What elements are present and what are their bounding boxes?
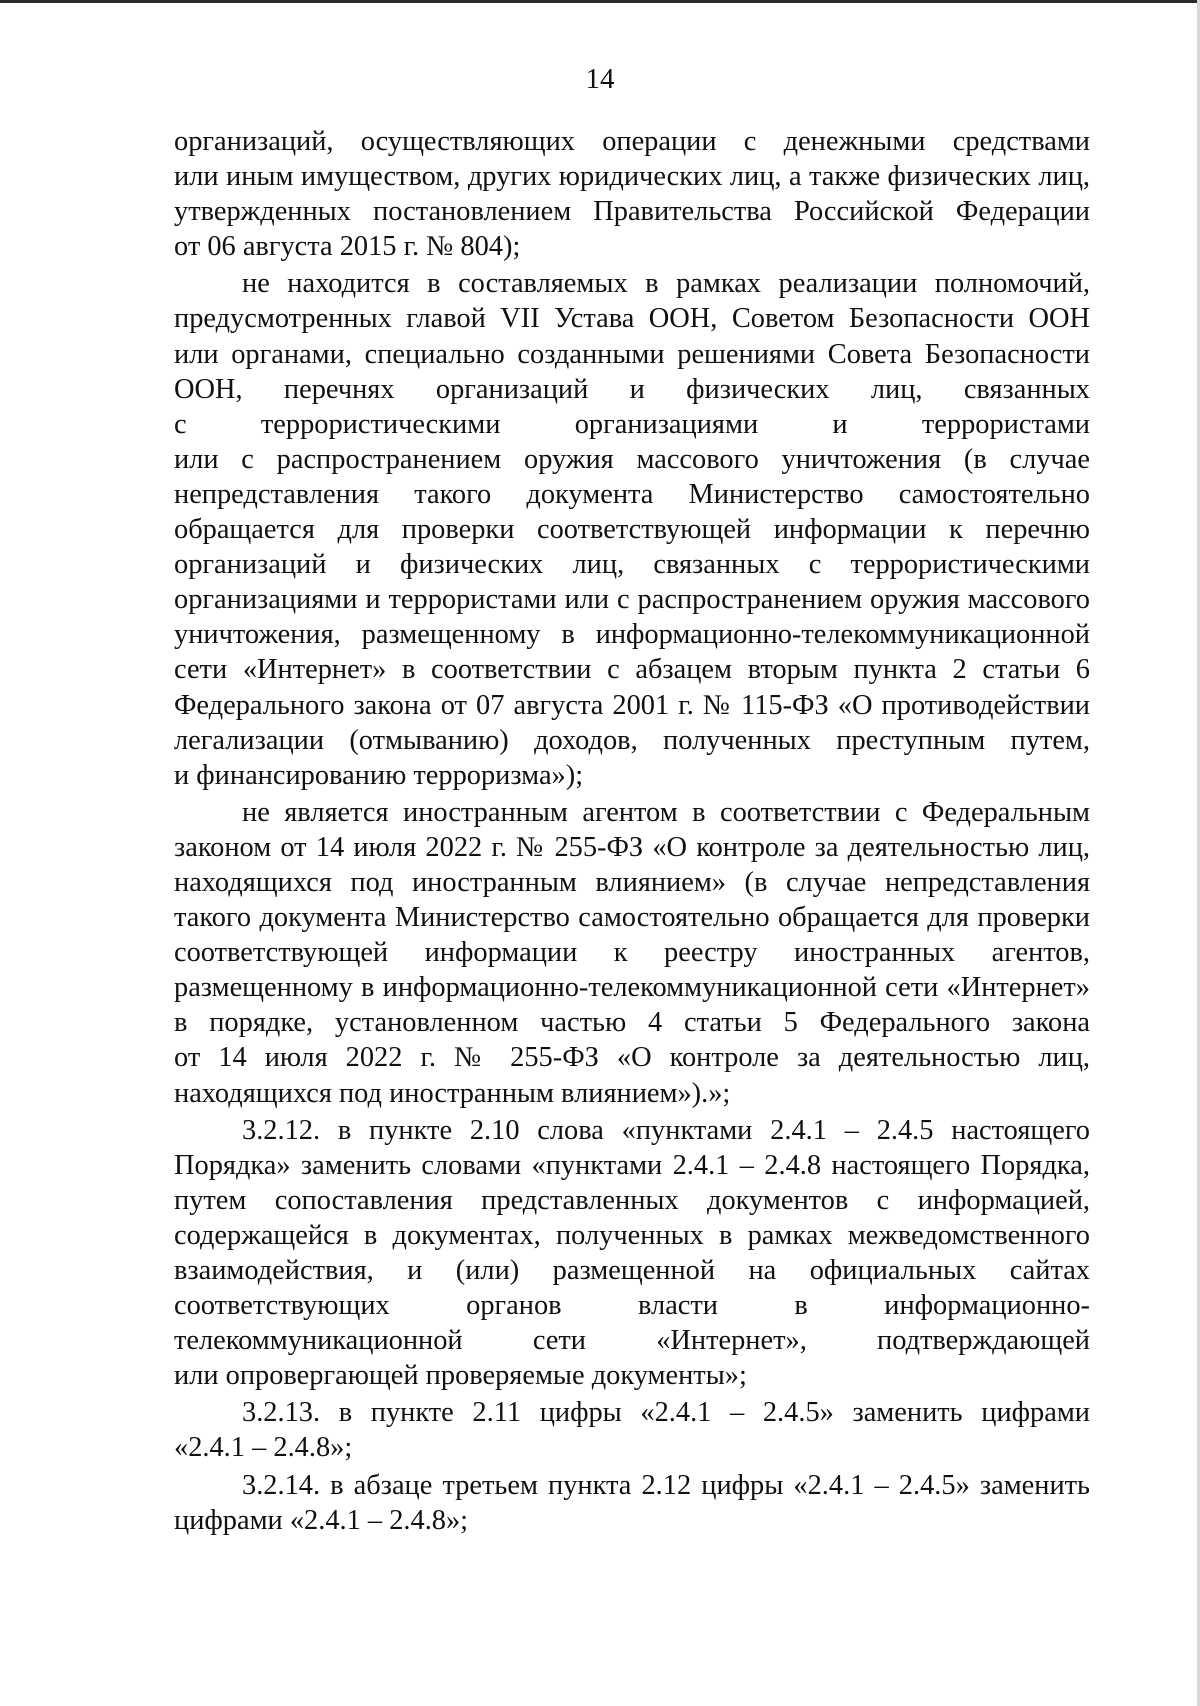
text-line: утвержденных постановлением Правительства Российской Федерации <box>174 196 1090 228</box>
text-line: уничтожения, размещенному в информационно-телекоммуникационной <box>174 619 1090 651</box>
text-line: или с распространением оружия массового уничтожения (в случае <box>174 443 1090 475</box>
text-line: ООН, перечнях организаций и физических лиц, связанных <box>174 373 1090 405</box>
text-line: сети «Интернет» в соответствии с абзацем вторым пункта 2 статьи 6 <box>174 654 1090 686</box>
text-line: от 06 августа 2015 г. № 804); <box>174 231 521 263</box>
text-line: путем сопоставления представленных документов с информацией, <box>174 1184 1090 1216</box>
text-line: телекоммуникационной сети «Интернет», подтверждающей <box>174 1325 1090 1357</box>
text-line: размещенному в информационно-телекоммуникационной сети «Интернет» <box>174 972 1090 1004</box>
text-line: находящихся под иностранным влиянием» (в случае непредставления <box>174 866 1090 898</box>
document-paragraph <box>174 1113 1090 1394</box>
text-line: организациями и террористами или с распространением оружия массового <box>174 584 1090 616</box>
text-line: легализации (отмыванию) доходов, полученных преступным путем, <box>174 724 1090 756</box>
document-body <box>174 124 1090 1540</box>
text-line: законом от 14 июля 2022 г. № 255-ФЗ «О контроле за деятельностью лиц, <box>174 831 1090 863</box>
text-line: не является иностранным агентом в соответствии с Федеральным <box>242 796 1090 828</box>
text-line: цифрами «2.4.1 – 2.4.8»; <box>174 1504 469 1536</box>
text-line: Федерального закона от 07 августа 2001 г. № 115-ФЗ «О противодействии <box>174 689 1090 721</box>
text-line: 3.2.14. в абзаце третьем пункта 2.12 цифры «2.4.1 – 2.4.5» заменить <box>242 1469 1090 1501</box>
text-line: соответствующих органов власти в информационно- <box>174 1290 1090 1322</box>
text-line: организаций и физических лиц, связанных с террористическими <box>174 549 1090 581</box>
text-line: такого документа Министерство самостоятельно обращается для проверки <box>174 902 1090 934</box>
text-line: «2.4.1 – 2.4.8»; <box>174 1432 353 1464</box>
text-line: или опровергающей проверяемые документы»; <box>174 1360 747 1392</box>
text-line: в порядке, установленном частью 4 статьи 5 Федерального закона <box>174 1007 1090 1039</box>
document-paragraph <box>174 266 1090 792</box>
text-line: организаций, осуществляющих операции с денежными средствами <box>174 126 1090 157</box>
text-line: и финансированию терроризма»); <box>174 759 584 791</box>
text-line: взаимодействия, и (или) размещенной на официальных сайтах <box>174 1255 1090 1286</box>
text-line: 3.2.12. в пункте 2.10 слова «пунктами 2.4.1 – 2.4.5 настоящего <box>242 1114 1090 1146</box>
document-paragraph <box>174 1395 1090 1465</box>
text-line: находящихся под иностранным влиянием»).»; <box>174 1077 731 1109</box>
page-number: 14 <box>585 63 615 95</box>
text-line: или органами, специально созданными решениями Совета Безопасности <box>174 338 1090 370</box>
text-line: 3.2.13. в пункте 2.11 цифры «2.4.1 – 2.4.5» заменить цифрами <box>242 1397 1090 1429</box>
text-line: содержащейся в документах, полученных в рамках межведомственного <box>174 1219 1090 1251</box>
document-paragraph <box>174 1468 1090 1538</box>
scan-edge-top <box>0 0 1200 3</box>
text-line: не находится в составляемых в рамках реализации полномочий, <box>242 268 1090 300</box>
text-line: Порядка» заменить словами «пунктами 2.4.1 – 2.4.8 настоящего Порядка, <box>174 1149 1090 1181</box>
text-line: с террористическими организациями и террористами <box>174 408 1090 440</box>
document-paragraph <box>174 124 1090 264</box>
text-line: от 14 июля 2022 г. № 255-ФЗ «О контроле за деятельностью лиц, <box>174 1042 1090 1074</box>
text-line: обращается для проверки соответствующей информации к перечню <box>174 514 1090 546</box>
text-line: соответствующей информации к реестру иностранных агентов, <box>174 937 1090 969</box>
text-line: или иным имуществом, других юридических лиц, а также физических лиц, <box>174 161 1090 193</box>
document-paragraph <box>174 795 1090 1111</box>
text-line: предусмотренных главой VII Устава ООН, Советом Безопасности ООН <box>174 303 1090 335</box>
text-line: непредставления такого документа Министерство самостоятельно <box>174 478 1090 510</box>
